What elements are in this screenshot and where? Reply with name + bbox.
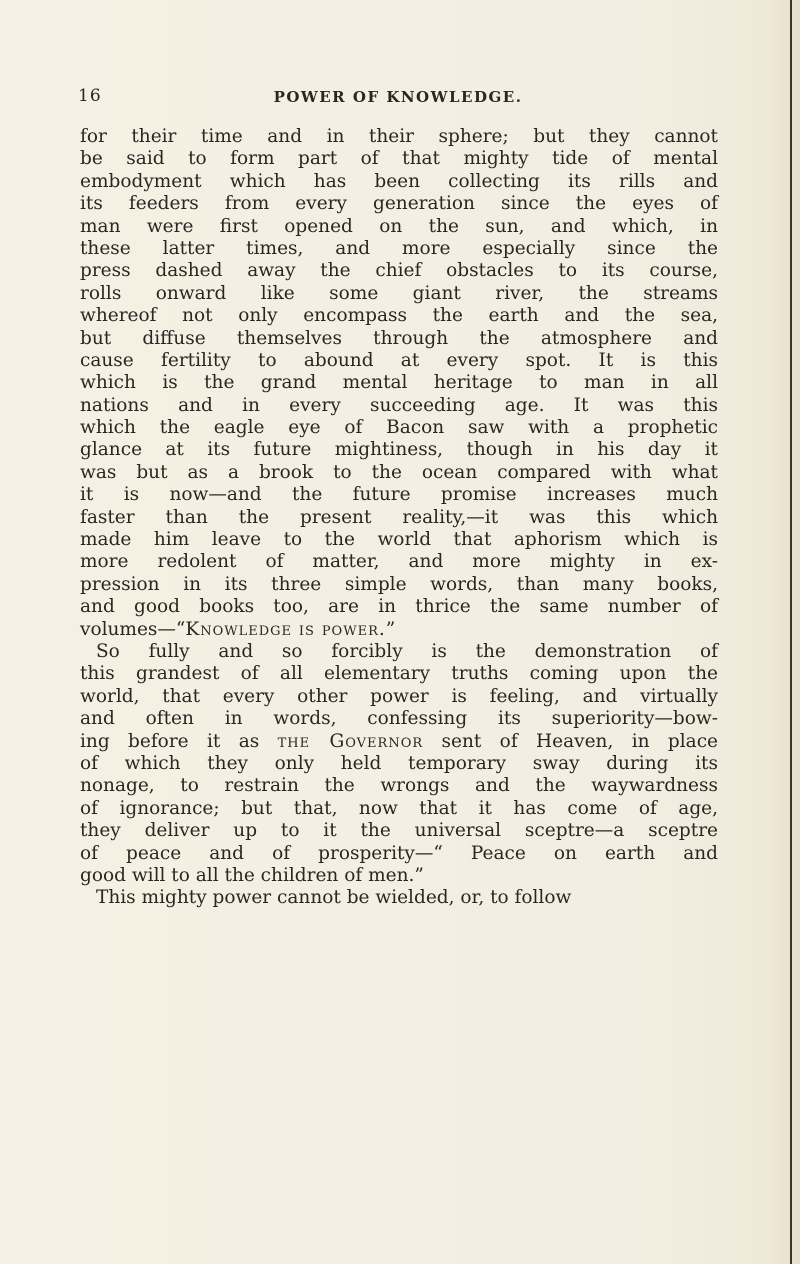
text-line: be said to form part of that mighty tide of mental bbox=[80, 148, 718, 170]
page-header bbox=[78, 86, 718, 110]
text-line: its feeders from every generation since the eyes of bbox=[80, 193, 718, 215]
volumes-prefix: volumes—“ bbox=[80, 618, 186, 640]
page-edge-line bbox=[790, 0, 792, 1264]
text-line-governor bbox=[80, 731, 718, 753]
text-line: man were first opened on the sun, and which, in bbox=[80, 215, 718, 237]
running-title: POWER OF KNOWLEDGE. bbox=[273, 88, 523, 106]
text-line: press dashed away the chief obstacles to its course, bbox=[80, 260, 718, 282]
page-number: 16 bbox=[78, 86, 102, 106]
text-line: rolls onward like some giant river, the streams bbox=[80, 282, 718, 304]
text-line: it is now—and the future promise increases much bbox=[80, 484, 718, 506]
knowledge-is-power: Knowledge is power. bbox=[185, 618, 386, 640]
text-line-volumes bbox=[80, 619, 718, 641]
text-line: made him leave to the world that aphorism which is bbox=[80, 529, 718, 551]
text-line: of peace and of prosperity—“ Peace on earth and bbox=[80, 842, 718, 864]
volumes-suffix: ” bbox=[385, 618, 396, 640]
governor-prefix: ing before it as bbox=[80, 730, 278, 752]
text-line: faster than the present reality,—it was this which bbox=[80, 506, 718, 528]
text-line: embodyment which has been collecting its rills and bbox=[80, 170, 718, 192]
text-line: good will to all the children of men.” bbox=[80, 864, 424, 886]
text-line: of ignorance; but that, now that it has come of age, bbox=[80, 797, 718, 819]
text-line: they deliver up to it the universal sceptre—a sceptre bbox=[80, 820, 718, 842]
text-line: world, that every other power is feeling, and virtually bbox=[80, 685, 718, 707]
text-line: and often in words, confessing its superiority—bow- bbox=[80, 708, 718, 730]
text-line: more redolent of matter, and more mighty in ex- bbox=[80, 551, 718, 573]
text-line: pression in its three simple words, than many books, bbox=[80, 573, 718, 595]
text-line: of which they only held temporary sway during its bbox=[80, 752, 718, 774]
paragraph-start-line: This mighty power cannot be wielded, or, to follow bbox=[96, 887, 572, 909]
paragraph-start-line: So fully and so forcibly is the demonstration of bbox=[96, 640, 718, 662]
text-line: for their time and in their sphere; but they cannot bbox=[80, 126, 718, 147]
text-line: nonage, to restrain the wrongs and the waywardness bbox=[80, 775, 718, 797]
the-governor: the Governor bbox=[277, 730, 424, 752]
text-line: glance at its future mightiness, though in his day it bbox=[80, 439, 718, 461]
text-line: but diffuse themselves through the atmosphere and bbox=[80, 327, 718, 349]
body-text bbox=[80, 126, 718, 910]
text-line: these latter times, and more especially since the bbox=[80, 237, 718, 259]
text-line: and good books too, are in thrice the same number of bbox=[80, 596, 718, 618]
governor-suffix: sent of Heaven, in place bbox=[423, 730, 719, 752]
text-line: cause fertility to abound at every spot. It is this bbox=[80, 349, 718, 371]
text-line: this grandest of all elementary truths coming upon the bbox=[80, 663, 718, 685]
text-line: whereof not only encompass the earth and the sea, bbox=[80, 305, 718, 327]
text-line: which is the grand mental heritage to man in all bbox=[80, 372, 718, 394]
text-line: was but as a brook to the ocean compared with what bbox=[80, 461, 718, 483]
text-line: nations and in every succeeding age. It was this bbox=[80, 394, 718, 416]
text-line: which the eagle eye of Bacon saw with a prophetic bbox=[80, 417, 718, 439]
